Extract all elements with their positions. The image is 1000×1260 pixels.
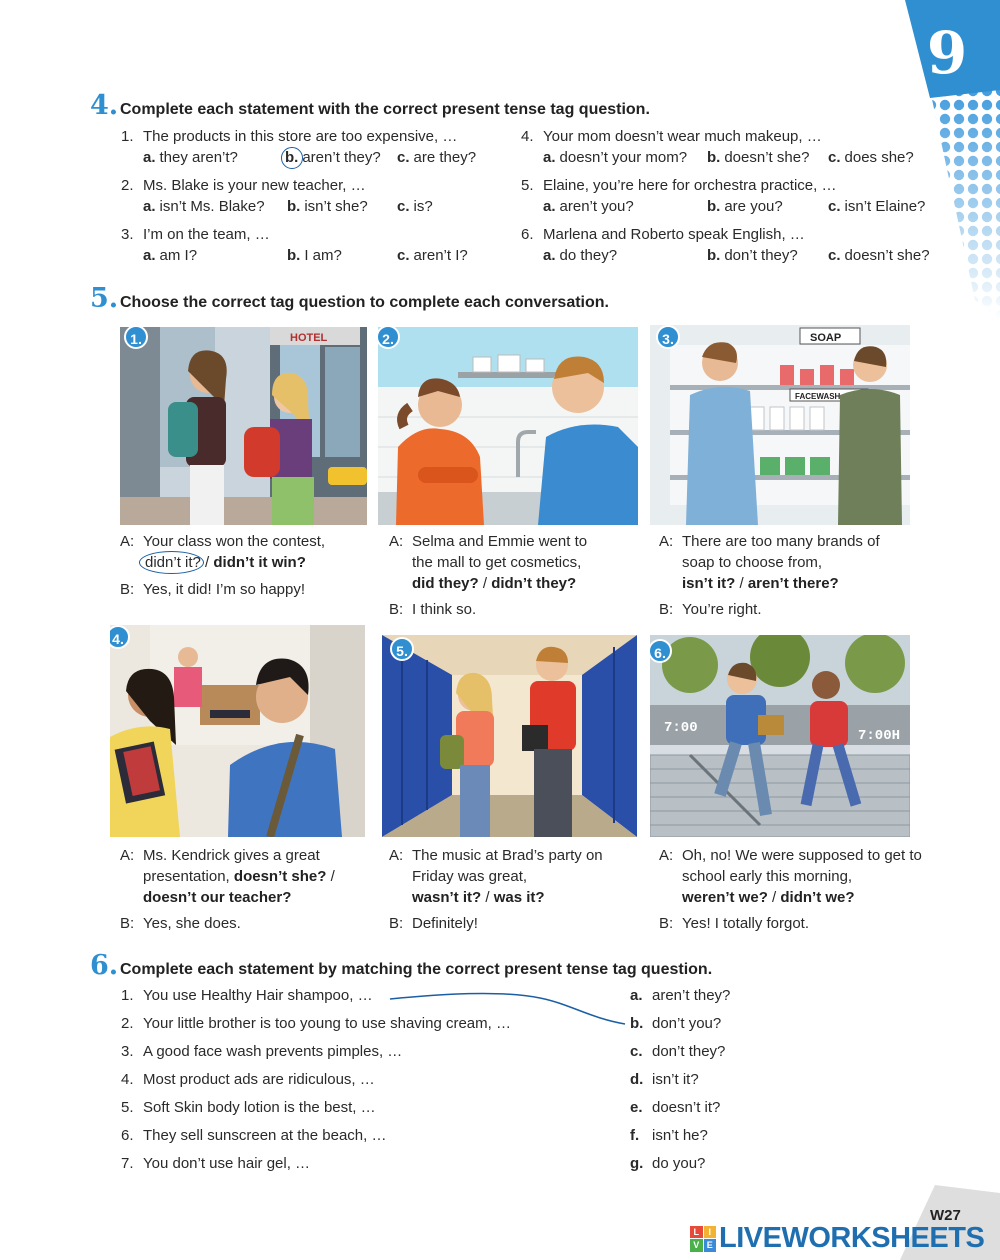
choice-1-selected[interactable]: didn’t it? bbox=[145, 554, 201, 571]
logo-mark-icon: L I V E bbox=[690, 1226, 716, 1252]
liveworksheets-logo[interactable] bbox=[690, 1222, 984, 1255]
clock-right-text: 7:00H bbox=[858, 728, 901, 744]
answer-circle: b. bbox=[285, 149, 299, 166]
question-4-3: 3. I’m on the team, … a. am I? b. I am? c. aren’t I? bbox=[121, 226, 468, 264]
question-4-5: 5. Elaine, you’re here for orchestra practice, … a. aren’t you? b. are you? c. isn’t Elaine? bbox=[521, 177, 926, 215]
picture-badge-6: 6. bbox=[650, 639, 672, 663]
conversation-6: A: Oh, no! We were supposed to get to school early this morning, weren’t we? / didn’t we? B: Yes! I totally forgot. bbox=[659, 847, 922, 932]
choice-1[interactable]: did they? bbox=[412, 575, 479, 592]
section-title: Choose the correct tag question to complete each conversation. bbox=[120, 294, 609, 311]
option-b[interactable]: b. are you? bbox=[707, 198, 783, 215]
choice-2[interactable]: didn’t we? bbox=[780, 889, 855, 906]
unit-number: 9 bbox=[926, 19, 968, 87]
picture-badge-4: 4. bbox=[110, 625, 130, 649]
section-title: Complete each statement by matching the correct present tense tag question. bbox=[120, 961, 713, 978]
question-4-1: 1. The products in this store are too expensive, … a. they aren’t? b. aren’t they? c. are they? bbox=[121, 128, 477, 166]
soap-sign-text: SOAP bbox=[810, 332, 842, 344]
option-b[interactable]: b. doesn’t she? bbox=[707, 149, 810, 166]
section-number: 5. bbox=[90, 283, 119, 314]
option-a[interactable]: a. do they? bbox=[543, 247, 618, 264]
option-c[interactable]: c. doesn’t she? bbox=[828, 247, 930, 264]
logo-text: LIVEWORKSHEETS bbox=[719, 1222, 985, 1254]
conversation-3: A: There are too many brands of soap to choose from, isn’t it? / aren’t there? B: You’re right. bbox=[659, 533, 880, 618]
choice-1[interactable]: weren’t we? bbox=[682, 889, 768, 906]
section-number: 4. bbox=[90, 90, 119, 121]
picture-badge-2: 2. bbox=[378, 327, 400, 349]
option-a[interactable]: a. aren’t you? bbox=[543, 198, 634, 215]
conversation-1: A: Your class won the contest, didn’t it? / didn’t it win? B: Yes, it did! I’m so happy! bbox=[120, 533, 326, 598]
question-4-2: 2. Ms. Blake is your new teacher, … a. isn’t Ms. Blake? b. isn’t she? c. is? bbox=[121, 177, 433, 215]
choice-1[interactable]: doesn’t she? bbox=[233, 868, 327, 885]
facewash-sign-text: FACEWASH bbox=[795, 392, 841, 401]
choice-1[interactable]: isn’t it? bbox=[682, 575, 736, 592]
option-a[interactable]: a. isn’t Ms. Blake? bbox=[143, 198, 265, 215]
option-c[interactable]: c. are they? bbox=[397, 149, 477, 166]
choice-2[interactable]: didn’t they? bbox=[491, 575, 577, 592]
conversation-2: A: Selma and Emmie went to the mall to get cosmetics, did they? / didn’t they? B: I think so. bbox=[389, 533, 588, 618]
choice-2[interactable]: was it? bbox=[493, 889, 545, 906]
option-b[interactable]: b. don’t they? bbox=[707, 247, 798, 264]
section-number: 6. bbox=[90, 950, 119, 981]
choice-2[interactable]: doesn’t our teacher? bbox=[143, 889, 292, 906]
option-c[interactable]: c. is? bbox=[397, 198, 433, 215]
option-b[interactable]: b. I am? bbox=[287, 247, 342, 264]
picture-badge-5: 5. bbox=[390, 637, 414, 661]
choice-2[interactable]: aren’t there? bbox=[747, 575, 839, 592]
option-c[interactable]: c. aren’t I? bbox=[397, 247, 468, 264]
choice-2[interactable]: didn’t it win? bbox=[213, 554, 306, 571]
option-b-selected[interactable]: b. aren’t they? bbox=[285, 149, 381, 166]
conversation-4: A: Ms. Kendrick gives a great presentation, doesn’t she? / doesn’t our teacher? B: Yes, she does. bbox=[120, 847, 335, 932]
question-4-6: 6. Marlena and Roberto speak English, … a. do they? b. don’t they? c. doesn’t she? bbox=[521, 226, 930, 264]
question-4-4: 4. Your mom doesn’t wear much makeup, … a. doesn’t your mom? b. doesn’t she? c. does she? bbox=[521, 128, 914, 166]
hotel-sign-text: HOTEL bbox=[290, 332, 328, 344]
option-b[interactable]: b. isn’t she? bbox=[287, 198, 368, 215]
option-c[interactable]: c. isn’t Elaine? bbox=[828, 198, 926, 215]
picture-badge-1: 1. bbox=[124, 327, 148, 349]
option-a[interactable]: a. they aren’t? bbox=[143, 149, 238, 166]
option-a[interactable]: a. am I? bbox=[143, 247, 198, 264]
clock-left-text: 7:00 bbox=[664, 720, 698, 736]
section-title: Complete each statement with the correct present tense tag question. bbox=[120, 101, 650, 118]
conversation-5: A: The music at Brad’s party on Friday was great, wasn’t it? / was it? B: Definitely! bbox=[389, 847, 603, 932]
option-c[interactable]: c. does she? bbox=[828, 149, 914, 166]
option-a[interactable]: a. doesn’t your mom? bbox=[543, 149, 688, 166]
choice-1[interactable]: wasn’t it? bbox=[412, 889, 482, 906]
page-code: W27 bbox=[930, 1207, 961, 1224]
picture-badge-3: 3. bbox=[656, 325, 680, 349]
